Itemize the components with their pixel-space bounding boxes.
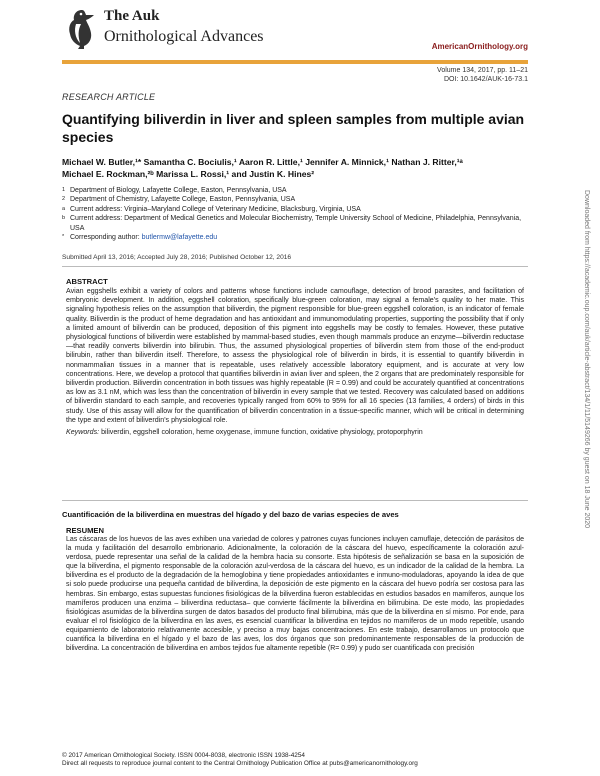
affiliation-item <box>62 195 532 204</box>
affiliation-mark: 1 <box>62 187 66 193</box>
affiliation-item <box>62 186 532 195</box>
asterisk-mark: * <box>62 234 65 241</box>
corresponding-author <box>62 233 532 242</box>
authors-line1: Michael W. Butler,¹* Samantha C. Bociulis,¹ Aaron R. Little,¹ Jennifer A. Minnick,¹ Nathan J. Ritter,¹ᵃ <box>62 157 463 167</box>
affiliation-text: Current address: Virginia–Maryland College of Veterinary Medicine, Blacksburg, Virginia, USA <box>70 205 361 213</box>
doi-line[interactable]: DOI: 10.1642/AUK-16-73.1 <box>443 76 528 83</box>
download-watermark <box>578 190 592 570</box>
corresponding-email[interactable]: butlermw@lafayette.edu <box>141 234 218 242</box>
affiliation-text: Current address: Department of Medical Genetics and Molecular Biochemistry, Temple University School of Medicine, Philadelphia, Pennsylvania, USA <box>70 215 522 232</box>
divider <box>62 266 528 267</box>
abstract-text: Avian eggshells exhibit a variety of colors and patterns whose functions include camouflage, detection of brood parasites, and facilitation of embryonic development. In addition, eggshell coloration, specifically blue-green coloration, may signal a female's quality to her mate. This signaling hypothesis relies on the assumption that biliverdin, the pigment responsible for blue-green eggshell coloration, is an indicator of female quality. Biliverdin is the product of heme degradation and has antioxidant and immunomodulating properties, supporting the possibility that if only a limited amount of biliverdin can be produced, deposition of this pigment into eggshells may be costly to females. However, these putative physiological functions of biliverdin were established by mammal-based studies, even though mammals produce an enzyme—biliverdin reductase—that readily converts biliverdin into bilirubin. Thus, the assumed physiological properties of biliverdin stem from those of the end-product bilirubin, rather than biliverdin itself. Therefore, to assess the physiological role of biliverdin in birds, it is essential to quantify biliverdin in nonmammalian tissues in a manner that is repeatable, uses relatively accessible laboratory equipment, and is accurate at very low concentrations. Here, we develop a protocol that quantifies biliverdin in avian liver and spleen, the 2 organs that are predominately responsible for biliverdin production. Biliverdin concentration in both tissues was highly repeatable (R = 0.99) and could be accurately quantified at concentrations as low as 3.1 nM, which was less than the concentration of biliverdin in every sample that we tested. Recovery was calculated based on additions of biliverdin standard to each sample, and recoveries typically ranged from 60% to 95% for all 16 species (13 families, 4 orders) of birds in this study. Use of this assay will allow for the quantification of biliverdin concentration in a tissue-specific manner, which will be critical in determining the type and extent of biliverdin's physiological role. <box>66 287 524 424</box>
journal-logo[interactable] <box>62 4 264 54</box>
authors-line2: Michael E. Rockman,²ᵇ Marissa L. Rossi,¹ and Justin K. Hines² <box>62 169 315 179</box>
copyright-line: © 2017 American Ornithological Society. ISSN 0004-8038, electronic ISSN 1938-4254 <box>62 752 305 759</box>
permissions-line: Direct all requests to reproduce journal content to the Central Ornithology Publication Office at pubs@americanornithology.org <box>62 760 418 768</box>
affiliation-item <box>62 205 532 214</box>
corresponding-label: Corresponding author: <box>70 234 140 242</box>
author-list <box>62 156 532 180</box>
publication-dates: Submitted April 13, 2016; Accepted July 28, 2016; Published October 12, 2016 <box>62 254 292 261</box>
journal-header <box>0 0 600 58</box>
resumen-heading: RESUMEN <box>66 526 104 535</box>
keywords-text: biliverdin, eggshell coloration, heme oxygenase, immune function, oxidative physiology, protoporphyrin <box>101 428 423 437</box>
spanish-title: Cuantificación de la biliverdina en muestras del hígado y del bazo de varias especies de aves <box>62 510 399 519</box>
download-note: Downloaded from https://academic.oup.com/auk/article-abstract/134/1/11/5149266 by guest on 18 June 2020 <box>583 190 590 529</box>
article-title: Quantifying biliverdin in liver and spleen samples from multiple avian species <box>62 111 525 145</box>
affiliation-mark: a <box>62 205 66 212</box>
journal-name-line1: The Auk <box>104 8 160 24</box>
divider <box>62 500 528 501</box>
affiliation-item <box>62 214 532 233</box>
abstract-section <box>62 272 528 496</box>
article-type: RESEARCH ARTICLE <box>62 92 156 102</box>
resumen-section <box>62 524 528 750</box>
abstract-heading: ABSTRACT <box>66 277 108 286</box>
page-footer <box>62 752 532 769</box>
keywords <box>62 425 528 437</box>
affiliation-mark: b <box>62 215 66 222</box>
volume-line: Volume 134, 2017, pp. 11–21 <box>437 67 528 74</box>
affiliation-mark: 2 <box>62 196 66 203</box>
resumen-text: Las cáscaras de los huevos de las aves exhiben una variedad de colores y patrones cuyas funciones incluyen camuflaje, detección de parásitos de la muda y facilitación del desarrollo embrionario. Adicionalmente, la coloración de la cáscara del huevo, específicamente la coloración azul-verdosa, puede representar una señal de la calidad de la hembra hacia su consorte. Esta hipótesis de señalización se basa en la suposición de que la biliverdina, el pigmento responsable de la coloración azul-verdosa de la cáscara del huevo, es un indicador de la calidad de la hembra. La biliverdina es el producto de la degradación de la hemoglobina y tiene propiedades antioxidantes e inmuno-moduladoras, apoyando la idea de que si solo puede producirse una pequeña cantidad de biliverdina, la deposición de este pigmento en la cáscara del huevo podría ser costosa para las hembras. Sin embargo, estas supuestas funciones fisiológicas de la biliverdina fueron establecidas en estudios basados en mamíferos, aunque los mamíferos producen una enzima – biliverdina reductasa– que convierte fácilmente la biliverdina en bilirrubina. De este modo, las propiedades fisiológicas asumidas de la biliverdina surgen de datos basados del producto final bilirrubina, más que de la biliverdina en sí mismo. Por ende, para evaluar el rol fisiológico de la biliverdina en las aves, es esencial cuantificar la biliverdina en tejidos no mamíferos de un modo repetible, usando equipamiento de laboratorio relativamente accesible, y preciso a muy bajas concentraciones. En este trabajo, desarrollamos un protocolo que cuantifica la biliverdina en el hígado y el bazo de las aves, los dos órganos que son predominantemente responsables de la producción de biliverdina. La concentración de biliverdina en ambos tejidos fue altamente repetible (R= 0.99) y pudo ser cuantificada con precisión <box>66 536 524 653</box>
affiliations <box>62 186 532 242</box>
keywords-label: Keywords: <box>66 428 100 437</box>
website-link[interactable]: AmericanOrnithology.org <box>431 42 528 51</box>
affiliation-text: Department of Biology, Lafayette College, Easton, Pennsylvania, USA <box>70 187 287 194</box>
affiliation-text: Department of Chemistry, Lafayette College, Easton, Pennsylvania, USA <box>70 196 296 204</box>
volume-info <box>437 66 528 84</box>
journal-name-line2: Ornithological Advances <box>104 28 264 45</box>
header-rule <box>62 60 528 64</box>
auk-bird-icon <box>62 6 100 50</box>
